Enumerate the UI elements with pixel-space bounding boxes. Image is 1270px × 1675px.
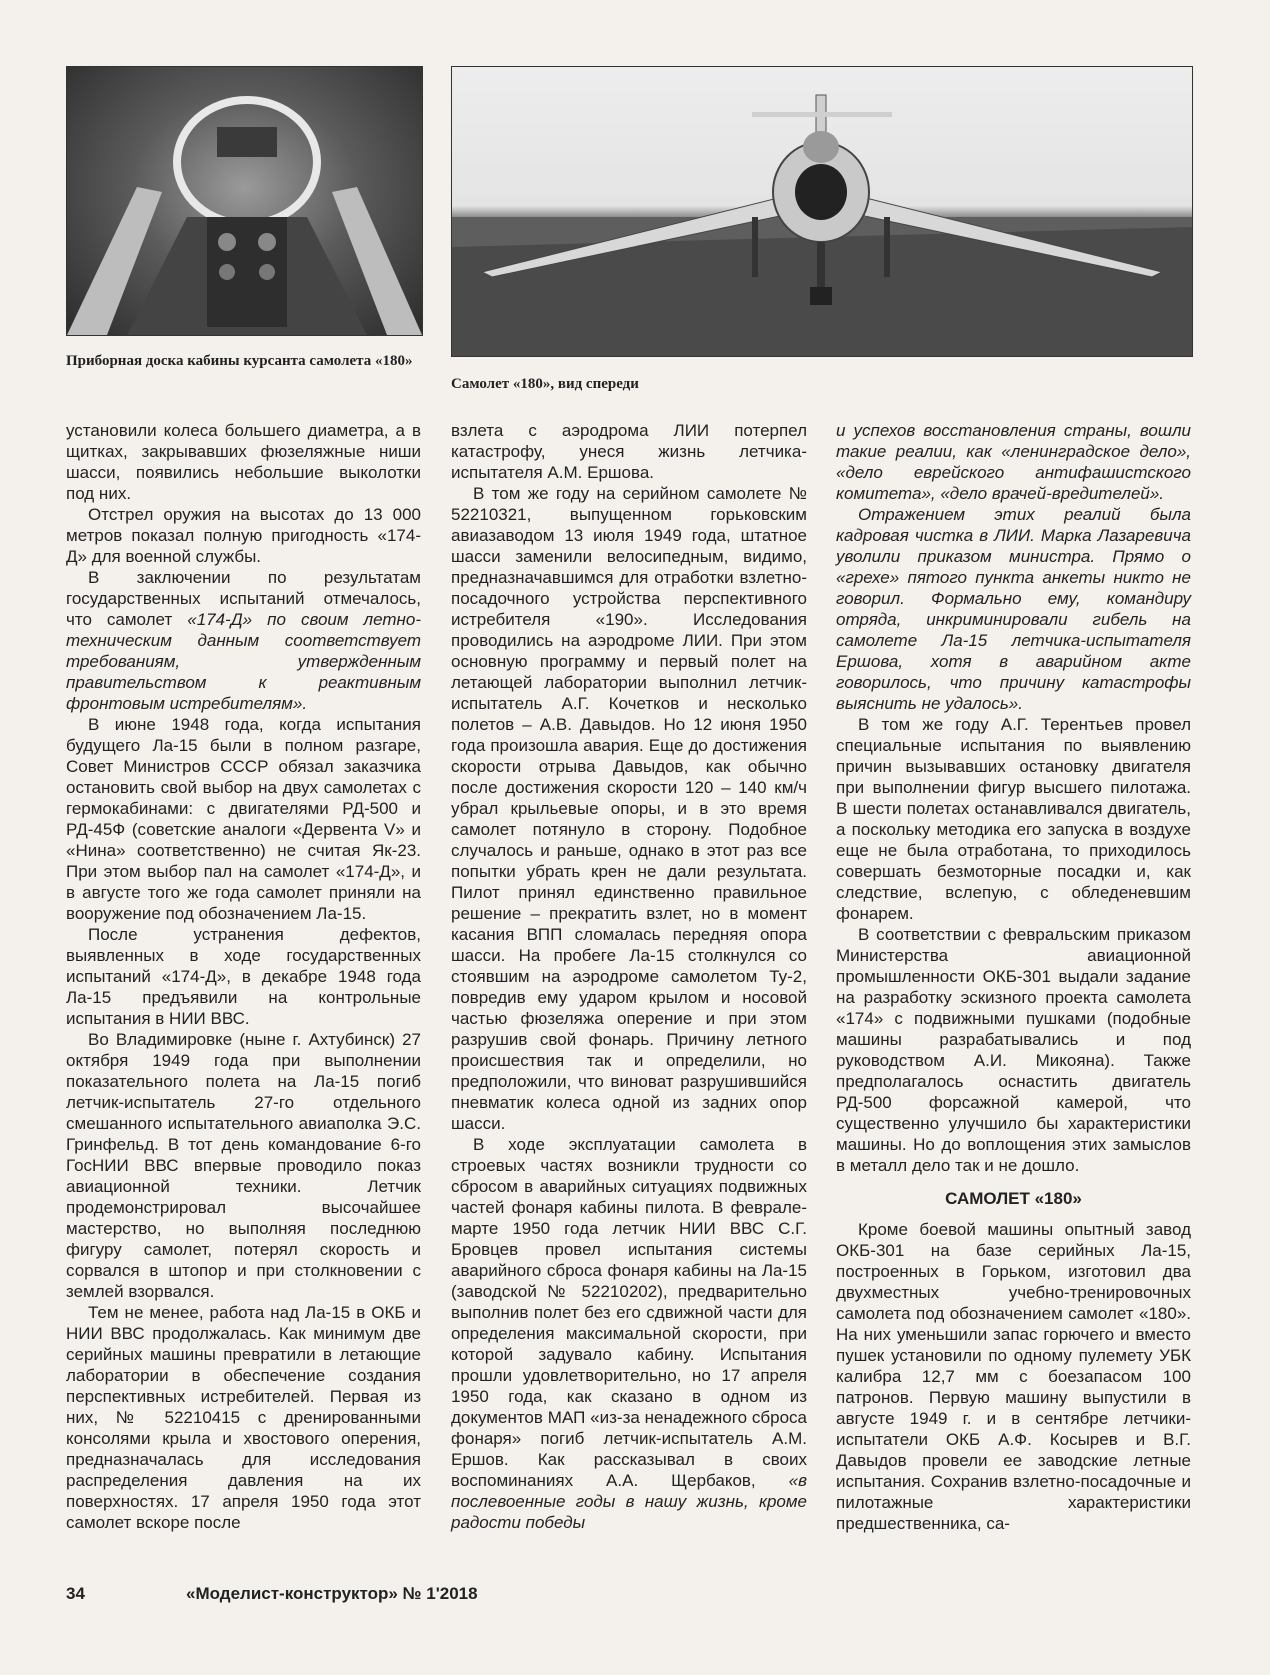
page-number: 34: [66, 1584, 85, 1603]
paragraph: [836, 420, 1191, 504]
text-column-2: [451, 420, 807, 1533]
section-heading: САМОЛЕТ «180»: [945, 1189, 1082, 1208]
quote-text: «в послевоенные годы в нашу жизнь, кроме радости победы: [451, 1471, 807, 1532]
cockpit-illustration: [67, 67, 422, 335]
text-column-1: [66, 420, 421, 1533]
cockpit-caption: Приборная доска кабины курсанта самолета «180»: [66, 353, 413, 369]
paragraph: Тем не менее, работа над Ла-15 в ОКБ и НИИ ВВС продолжалась. Как минимум две серийных машины превратили в летающие лаборатории в обеспечение создания перспективных истребителей. Первая из них, № 52210415 с дренированными консолями крыла и хвостового оперения, предназначалась для исследования распределения давления на их поверхностях. 17 апреля 1950 года этот самолет вскоре после: [66, 1303, 421, 1532]
paragraph: Во Владимировке (ныне г. Ахтубинск) 27 октября 1949 года при выполнении показательного полета на Ла-15 погиб летчик-испытатель 27-го отдельного смешанного испытательного авиаполка Э.С. Гринфельд. В тот день командование 6-го ГосНИИ ВВС впервые проводило показ авиационной техники. Летчик продемонстрировал высочайшее мастерство, но выполняя последнюю фигуру самолет, потерял скорость и сорвался в штопор и при столкновении с землей взорвался.: [66, 1030, 421, 1301]
paragraph-text: В заключении по результатам государственных испытаний отмечалось, что самолет: [66, 568, 421, 629]
paragraph: После устранения дефектов, выявленных в ходе государственных испытаний «174-Д», в декабре 1948 года Ла-15 предъявили на контрольные испытания в НИИ ВВС.: [66, 925, 421, 1028]
paragraph: [66, 567, 421, 714]
paragraph: [451, 1134, 807, 1533]
paragraph: В том же году А.Г. Терентьев провел специальные испытания по выявлению причин вызывавших остановку двигателя при выполнении фигур высшего пилотажа. В шести полетах останавливался двигатель, а поскольку методика его запуска в воздухе еще не была отработана, то приходилось совершать безмоторные посадки и, как следствие, вслепую, с обледеневшим фонарем.: [836, 715, 1191, 923]
aircraft-illustration: [452, 67, 1192, 356]
text-column-3: [836, 420, 1191, 1534]
paragraph-text: В ходе эксплуатации самолета в строевых частях возникли трудности со сбросом в аварийных ситуациях подвижных частей фонаря кабины пилота. В феврале-марте 1950 года летчик НИИ ВВС С.Г. Бровцев провел испытания системы аварийного сброса фонаря кабины на Ла-15 (заводской № 52210202), предварительно выполнив полет без его сдвижной части для определения максимальной скорости, при которой задувало кабину. Испытания прошли удовлетворительно, но 17 апреля 1950 года, как сказано в одном из документов МАП «из-за ненадежного сброса фонаря» погиб летчик-испытатель А.М. Ершов. Как рассказывал в своих воспоминаниях А.А. Щербаков,: [451, 1135, 807, 1490]
paragraph: Кроме боевой машины опытный завод ОКБ-301 на базе серийных Ла-15, построенных в Горьком, изготовил два двухместных учебно-тренировочных самолета под обозначением самолет «180». На них уменьшили запас горючего и вместо пушек установили по одному пулемету УБК калибра 12,7 мм с боезапасом 100 патронов. Первую машину выпустили в августе 1949 г. и в сентябре летчики-испытатели ОКБ А.Ф. Косырев и В.Г. Давыдов провели ее заводские летные испытания. Сохранив взлетно-посадочные и пилотажные характеристики предшественника, са-: [836, 1220, 1191, 1533]
paragraph: В соответствии с февральским приказом Министерства авиационной промышленности ОКБ-301 выдали задание на разработку эскизного проекта самолета «174» с подвижными пушками (подобные машины разрабатывались и под руководством А.И. Микояна). Также предполагалось оснастить двигатель РД-500 форсажной камерой, что существенно улучшило бы характеристики машины. Но до воплощения этих замыслов в металл дело так и не дошло.: [836, 925, 1191, 1175]
paragraph: взлета с аэродрома ЛИИ потерпел катастрофу, унеся жизнь летчика-испытателя А.М. Ершова.: [451, 421, 807, 482]
cockpit-photo: [66, 66, 423, 336]
magazine-title: «Моделист-конструктор» № 1'2018: [186, 1584, 478, 1603]
aircraft-photo: [451, 66, 1193, 357]
paragraph: В том же году на серийном самолете № 52210321, выпущенном горьковским авиазаводом 13 июля 1949 года, штатное шасси заменили велосипедным, видимо, предназначавшимся для отработки взлетно-посадочного устройства перспективного истребителя «190». Исследования проводились на аэродроме ЛИИ. При этом основную программу и первый полет на летающей лаборатории выполнил летчик-испытатель А.Г. Кочетков и несколько полетов – А.В. Давыдов. Но 12 июня 1950 года произошла авария. Еще до достижения скорости отрыва Давыдов, как обычно после достижения скорости 120 – 140 км/ч убрал крыльевые опоры, и в это время самолет потянуло в сторону. Подобное случалось и раньше, однако в этот раз все попытки убрать крен не дали результата. Пилот принял единственно правильное решение – прекратить взлет, но в момент касания ВПП сломалась передняя опора шасси. На пробеге Ла-15 столкнулся со стоявшим на аэродроме самолетом Ту-2, повредив ему ударом крылом и носовой частью фюзеляжа оперение и при этом разрушив свой фонарь. Причину летного происшествия так и определили, но предположили, что виноват разрушившийся пневматик колеса одной из задних опор шасси.: [451, 484, 807, 1133]
paragraph: В июне 1948 года, когда испытания будущего Ла-15 были в полном разгаре, Совет Министров СССР обязал заказчика остановить свой выбор на двух самолетах с гермокабинами: с двигателями РД-500 и РД-45Ф (советские аналоги «Дервента V» и «Нина» соответственно) не считая Як-23. При этом выбор пал на самолет «174-Д», и в августе того же года самолет приняли на вооружение под обозначением Ла-15.: [66, 715, 421, 923]
paragraph: установили колеса большего диаметра, а в щитках, закрывавших фюзеляжные ниши шасси, появились небольшие выколотки под них.: [66, 421, 421, 503]
quote-text: и успехов восстановления страны, вошли такие реалии, как «ленинградское дело», «дело еврейского антифашистского комитета», «дело врачей-вредителей».: [836, 421, 1191, 503]
paragraph: Отстрел оружия на высотах до 13 000 метров показал полную пригодность «174-Д» для военной службы.: [66, 505, 421, 566]
aircraft-caption: Самолет «180», вид спереди: [451, 376, 639, 392]
quote-text: Отражением этих реалий была кадровая чистка в ЛИИ. Марка Лазаревича уволили приказом министра. Прямо о «грехе» пятого пункта анкеты никто не говорил. Формально ему, командиру отряда, инкриминировали гибель на самолете Ла-15 летчика-испытателя Ершова, хотя в аварийном акте говорилось, что причину катастрофы выяснить не удалось».: [836, 505, 1191, 713]
quote-text: «174-Д» по своим летно-техническим данным соответствует требованиям, утвержденным правительством к реактивным фронтовым истребителям».: [66, 610, 421, 713]
paragraph: [836, 504, 1191, 714]
